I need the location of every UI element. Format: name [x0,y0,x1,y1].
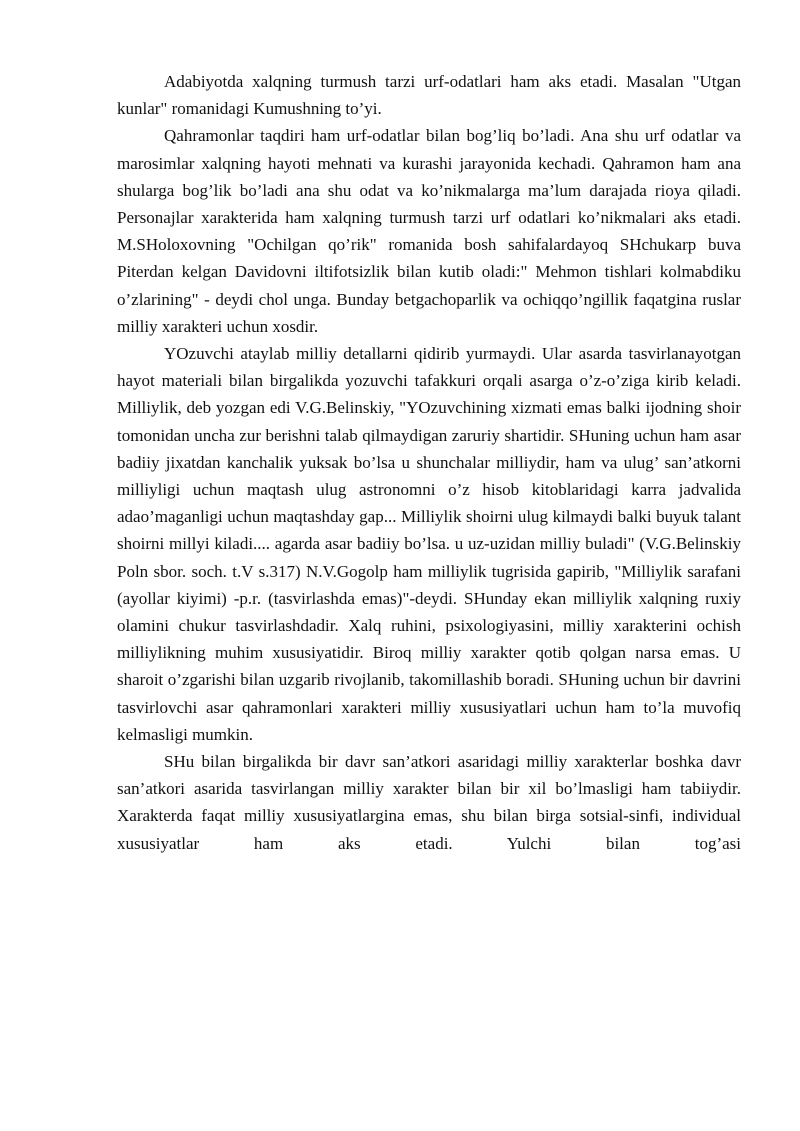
paragraph-3: YOzuvchi ataylab milliy detallarni qidirib yurmaydi. Ular asarda tasvirlanayotgan hayot materiali bilan birgalikda yozuvchi tafakkuri orqali asarga o’z-o’ziga kirib keladi. Milliylik, deb yozgan edi V.G.Belinskiy, "YOzuvchining xizmati emas balki ijodning shoir tomonidan uncha zur berishni talab qilmaydigan zaruriy shartidir. SHuning uchun ham asar badiiy jixatdan kanchalik yuksak bo’lsa u shunchalar milliydir, ham va ulug’ san’atkorni milliyligi uchun maqtash ulug astronomni o’z hisob kitoblaridagi karra jadvalida adao’maganligi uchun maqtashday gap... Milliylik shoirni ulug kilmaydi balki buyuk talant shoirni millyi kiladi.... agarda asar badiiy bo’lsa. u uz-uzidan milliy buladi" (V.G.Belinskiy Poln sbor. soch. t.V s.317) N.V.Gogolp ham milliylik tugrisida gapirib, "Milliylik sarafani (ayollar kiyimi) -p.r. (tasvirlashda emas)"-deydi. SHunday ekan milliylik xalqning ruxiy olamini chukur tasvirlashdadir. Xalq ruhini, psixologiyasini, milliy xarakterini ochish milliylikning muhim xususiyatidir. Biroq milliy xarakter qotib qolgan narsa emas. U sharoit o’zgarishi bilan uzgarib rivojlanib, takomillashib boradi. SHuning uchun bir davrini tasvirlovchi asar qahramonlari xarakteri milliy xususiyatlari uchun ham to’la muvofiq kelmasligi mumkin. [117,344,741,744]
paragraph-1: Adabiyotda xalqning turmush tarzi urf-odatlari ham aks etadi. Masalan "Utgan kunlar" romanidagi Kumushning to’yi. [117,72,741,119]
paragraph-4: SHu bilan birgalikda bir davr san’atkori asaridagi milliy xarakterlar boshka davr san’atkori asarida tasvirlangan milliy xarakter bilan bir xil bo’lmasligi ham tabiiydir. Xarakterda faqat milliy xususiyatlargina emas, shu bilan birga sotsial-sinfi, individual xususiyatlar ham aks etadi. Yulchi bilan tog’asi [117,752,741,853]
paragraph-2: Qahramonlar taqdiri ham urf-odatlar bilan bog’liq bo’ladi. Ana shu urf odatlar va marosimlar xalqning hayoti mehnati va kurashi jarayonida kechadi. Qahramon ham ana shularga bog’lik bo’ladi ana shu odat va ko’nikmalarga ma’lum darajada rioya qiladi. Personajlar xarakterida ham xalqning turmush tarzi urf odatlari ko’nikmalari aks etadi. M.SHoloxovning "Ochilgan qo’rik" romanida bosh sahifalardayoq SHchukarp buva Piterdan kelgan Davidovni iltifotsizlik bilan kutib oladi:" Mehmon tishlari kolmabdiku o’zlarining" - deydi chol unga. Bunday betgachoparlik va ochiqqo’ngillik faqatgina ruslar milliy xarakteri uchun xosdir. [117,126,741,336]
document-body [117,68,741,857]
